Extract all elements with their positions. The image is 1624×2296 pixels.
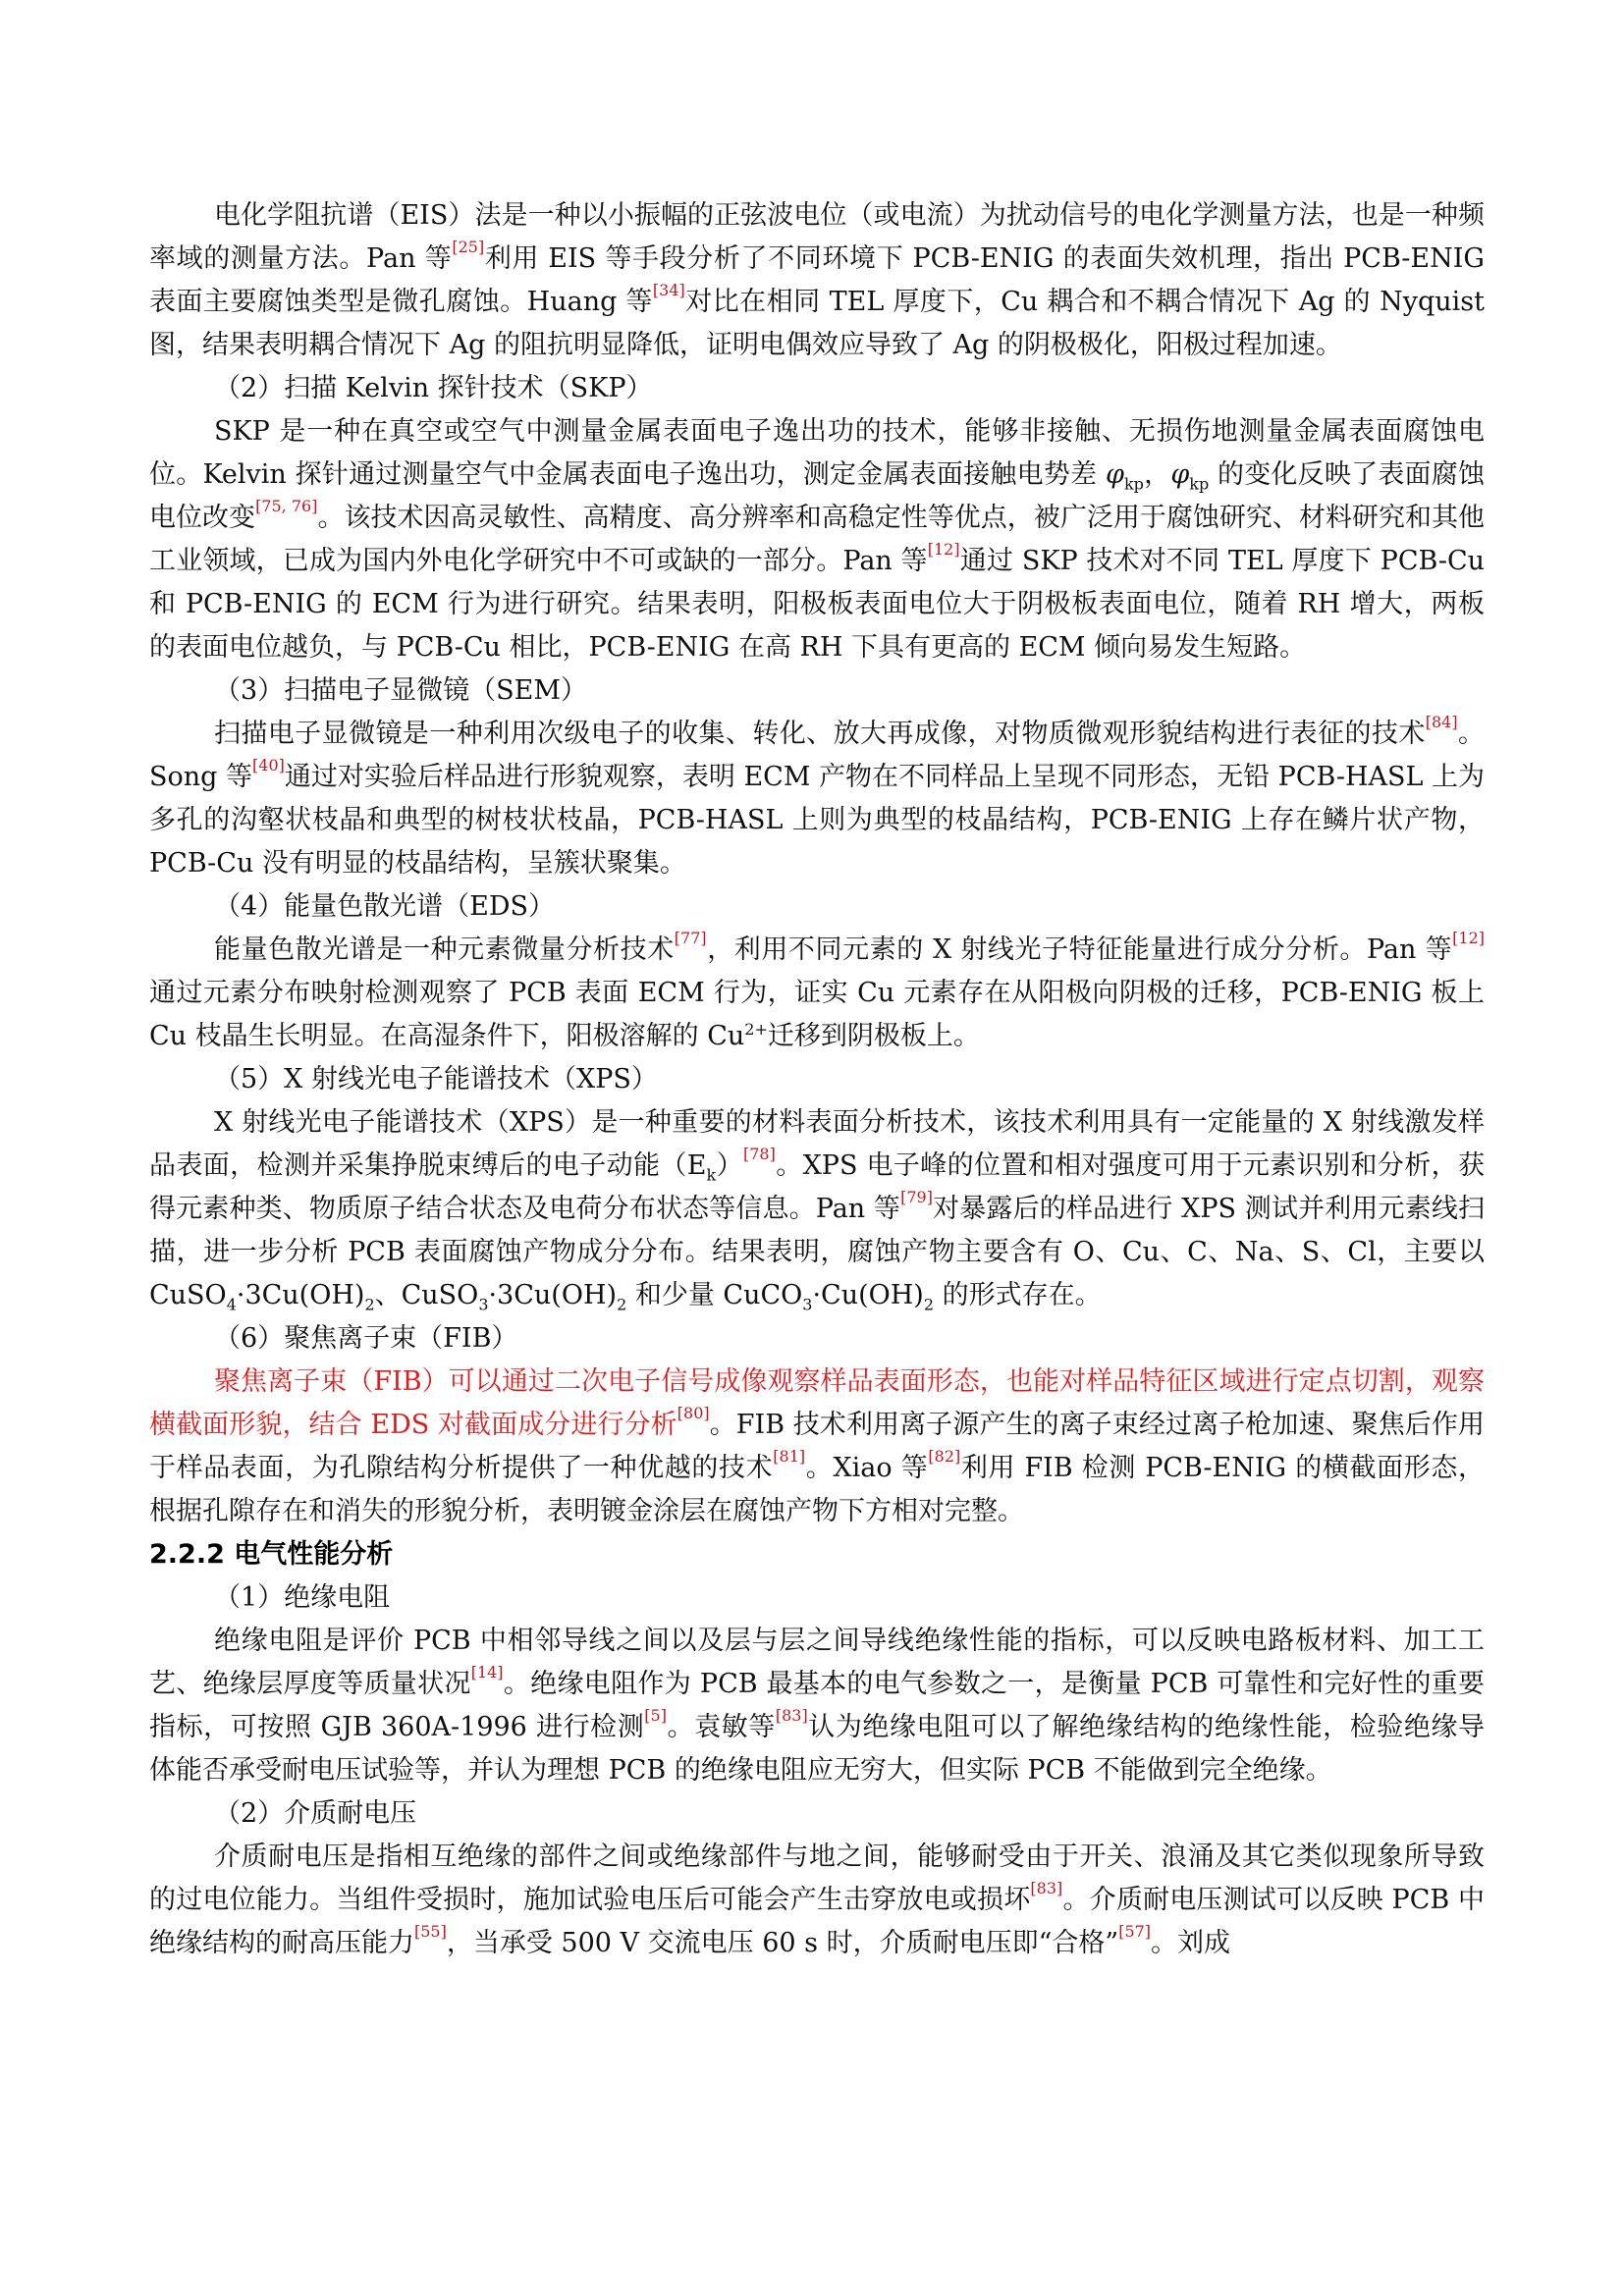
paragraph-fib [149,1361,1485,1533]
citation[interactable]: [82] [928,1447,961,1466]
text: X 射线光电子能谱技术（XPS）是一种重要的材料表面分析技术，该技术利用具有一定能量的 X 射线激发样品表面，检测并采集挣脱束缚后的电子动能（E [149,1107,1485,1181]
citation[interactable]: [14] [470,1663,504,1682]
subheading-fib: （6）聚焦离子束（FIB） [214,1323,518,1354]
citation[interactable]: [5] [644,1706,667,1725]
text: 通过 SKP 技术对不同 TEL 厚度下 PCB-Cu 和 PCB-ENIG 的 ECM 行为进行研究。结果表明，阳极板表面电位大于阴极板表面电位，随着 RH 增大，两板的表面电位越负，与 PCB-Cu 相比，PCB-ENIG 在高 RH 下具有更高的 ECM 倾向易发生短路。 [149,546,1485,663]
text: 、CuSO [374,1280,479,1310]
paragraph-sem [149,713,1485,885]
paragraph-eis [149,194,1485,367]
text: 能量色散光谱是一种元素微量分析技术 [214,934,675,965]
citation[interactable]: [25] [452,238,485,256]
text: 。Song 等 [149,719,1486,792]
text: 绝缘电阻是评价 PCB 中相邻导线之间以及层与层之间导线绝缘性能的指标，可以反映电路板材料、加工工艺、绝缘层厚度等质量状况 [149,1626,1485,1699]
text: 认为绝缘电阻可以了解绝缘结构的绝缘性能，检验绝缘导体能否承受耐电压试验等，并认为理想 PCB 的绝缘电阻应无穷大，但实际 PCB 不能做到完全绝缘。 [149,1712,1486,1786]
text: ，利用不同元素的 X 射线光子特征能量进行成分分析。Pan 等 [706,934,1453,965]
subheading-dielectric: （2）介质耐电压 [214,1798,417,1829]
text: 对比在相同 TEL 厚度下，Cu 耦合和不耦合情况下 Ag 的 Nyquist 图，结果表明耦合情况下 Ag 的阻抗明显降低，证明电偶效应导致了 Ag 的阴极极化，阳极过程加速。 [149,287,1485,360]
superscript: 2+ [744,1020,768,1039]
text: 。刘成 [1151,1928,1231,1958]
text: 。Xiao 等 [805,1453,929,1483]
text: ·3Cu(OH) [236,1280,365,1310]
citation[interactable]: [78] [742,1145,776,1163]
text: ，当承受 500 V 交流电压 60 s 时，介质耐电压即“合格” [446,1928,1119,1958]
citation[interactable]: [84] [1425,713,1458,731]
subscript: kp [1189,474,1210,494]
text: 利用 EIS 等手段分析了不同环境下 PCB-ENIG 的表面失效机理，指出 PCB-ENIG 表面主要腐蚀类型是微孔腐蚀。Huang 等 [149,243,1485,317]
subscript: 3 [478,1295,489,1314]
paragraph-dielectric [149,1836,1485,1965]
citation[interactable]: [55] [414,1922,447,1941]
citation[interactable]: [83] [1030,1879,1063,1897]
subscript: kp [1123,474,1144,494]
citation[interactable]: [83] [775,1706,808,1725]
subscript: k [706,1165,717,1185]
subheading-sem: （3）扫描电子显微镜（SEM） [214,675,588,706]
text: 。XPS 电子峰的位置和相对强度可用于元素识别和分析，获得元素种类、物质原子结合状态及电荷分布状态等信息。Pan 等 [149,1150,1485,1224]
text: 迁移到阴极板上。 [767,1021,980,1051]
subscript: 2 [617,1295,627,1314]
text: SKP 是一种在真空或空气中测量金属表面电子逸出功的技术，能够非接触、无损伤地测量金属表面腐蚀电位。Kelvin 探针通过测量空气中金属表面电子逸出功，测定金属表面接触电势差 [149,416,1485,490]
text: ·Cu(OH) [812,1280,924,1310]
text: 介质耐电压是指相互绝缘的部件之间或绝缘部件与地之间，能够耐受由于开关、浪涌及其它类似现象所导致的过电位能力。当组件受损时，施加试验电压后可能会产生击穿放电或损坏 [149,1842,1485,1915]
phi-symbol: φ [1170,459,1190,490]
citation[interactable]: [57] [1118,1922,1152,1941]
text: 。FIB 技术利用离子源产生的离子束经过离子枪加速、聚焦后作用于样品表面，为孔隙结构分析提供了一种优越的技术 [149,1410,1485,1483]
highlighted-text: 聚焦离子束（FIB）可以通过二次电子信号成像观察样品表面形态，也能对样品特征区域进行定点切割，观察横截面形貌，结合 EDS 对截面成分进行分析 [149,1366,1485,1440]
section-heading: 2.2.2 电气性能分析 [149,1539,394,1570]
subscript: 2 [364,1295,375,1314]
citation[interactable]: [12] [1452,929,1485,947]
paragraph-insulation [149,1620,1485,1792]
text: 通过对实验后样品进行形貌观察，表明 ECM 产物在不同样品上呈现不同形态，无铅 PCB-HASL 上为多孔的沟壑状枝晶和典型的树枝状枝晶，PCB-HASL 上则为典型的枝晶结构，PCB-ENIG 上存在鳞片状产物，PCB-Cu 没有明显的枝晶结构，呈簇状聚集。 [149,762,1485,879]
subscript: 2 [923,1295,935,1314]
citation[interactable]: [75, 76] [255,497,318,515]
subheading-insulation: （1）绝缘电阻 [214,1582,391,1613]
text: 通过元素分布映射检测观察了 PCB 表面 ECM 行为，证实 Cu 元素存在从阳极向阴极的迁移，PCB-ENIG 板上 Cu 枝晶生长明显。在高湿条件下，阳极溶解的 Cu [149,978,1485,1051]
subscript: 4 [226,1295,237,1314]
citation[interactable]: [12] [927,540,960,559]
text: 电化学阻抗谱（EIS）法是一种以小振幅的正弦波电位（或电流）为扰动信号的电化学测量方法，也是一种频率域的测量方法。Pan 等 [149,200,1485,274]
text: 。该技术因高灵敏性、高精度、高分辨率和高稳定性等优点，被广泛用于腐蚀研究、材料研究和其他工业领域，已成为国内外电化学研究中不可或缺的一部分。Pan 等 [149,503,1486,576]
paragraph-eds [149,929,1485,1058]
text: 的形式存在。 [934,1280,1102,1310]
paragraph-skp [149,410,1485,669]
text: ） [716,1150,743,1181]
citation[interactable]: [77] [674,929,707,947]
subheading-xps: （5）X 射线光电子能谱技术（XPS） [214,1064,658,1095]
text: 和少量 CuCO [626,1280,803,1310]
subscript: 3 [802,1295,813,1314]
text: 。袁敏等 [666,1712,776,1742]
citation[interactable]: [79] [900,1188,933,1206]
text: 扫描电子显微镜是一种利用次级电子的收集、转化、放大再成像，对物质微观形貌结构进行表征的技术 [214,719,1426,749]
text: 的变化反映了表面腐蚀电位改变 [149,459,1485,533]
citation[interactable]: [81] [773,1447,806,1466]
document-page [149,194,1485,1965]
text: 。绝缘电阻作为 PCB 最基本的电气参数之一，是衡量 PCB 可靠性和完好性的重要指标，可按照 GJB 360A-1996 进行检测 [149,1669,1485,1742]
citation[interactable]: [34] [652,281,685,299]
phi-symbol: φ [1106,459,1124,490]
text: 利用 FIB 检测 PCB-ENIG 的横截面形态，根据孔隙存在和消失的形貌分析，表明镀金涂层在腐蚀产物下方相对完整。 [149,1453,1485,1526]
citation[interactable]: [40] [252,756,285,774]
paragraph-xps [149,1101,1485,1317]
text: ·3Cu(OH) [488,1280,618,1310]
text: 对暴露后的样品进行 XPS 测试并利用元素线扫描，进一步分析 PCB 表面腐蚀产物成分分布。结果表明，腐蚀产物主要含有 O、Cu、C、Na、S、Cl，主要以 CuSO [149,1194,1485,1310]
citation[interactable]: [80] [677,1404,710,1422]
text: 。介质耐电压测试可以反映 PCB 中绝缘结构的耐高压能力 [149,1885,1485,1958]
subheading-eds: （4）能量色散光谱（EDS） [214,891,556,922]
subheading-skp: （2）扫描 Kelvin 探针技术（SKP） [214,373,653,403]
text: ， [1143,459,1171,490]
